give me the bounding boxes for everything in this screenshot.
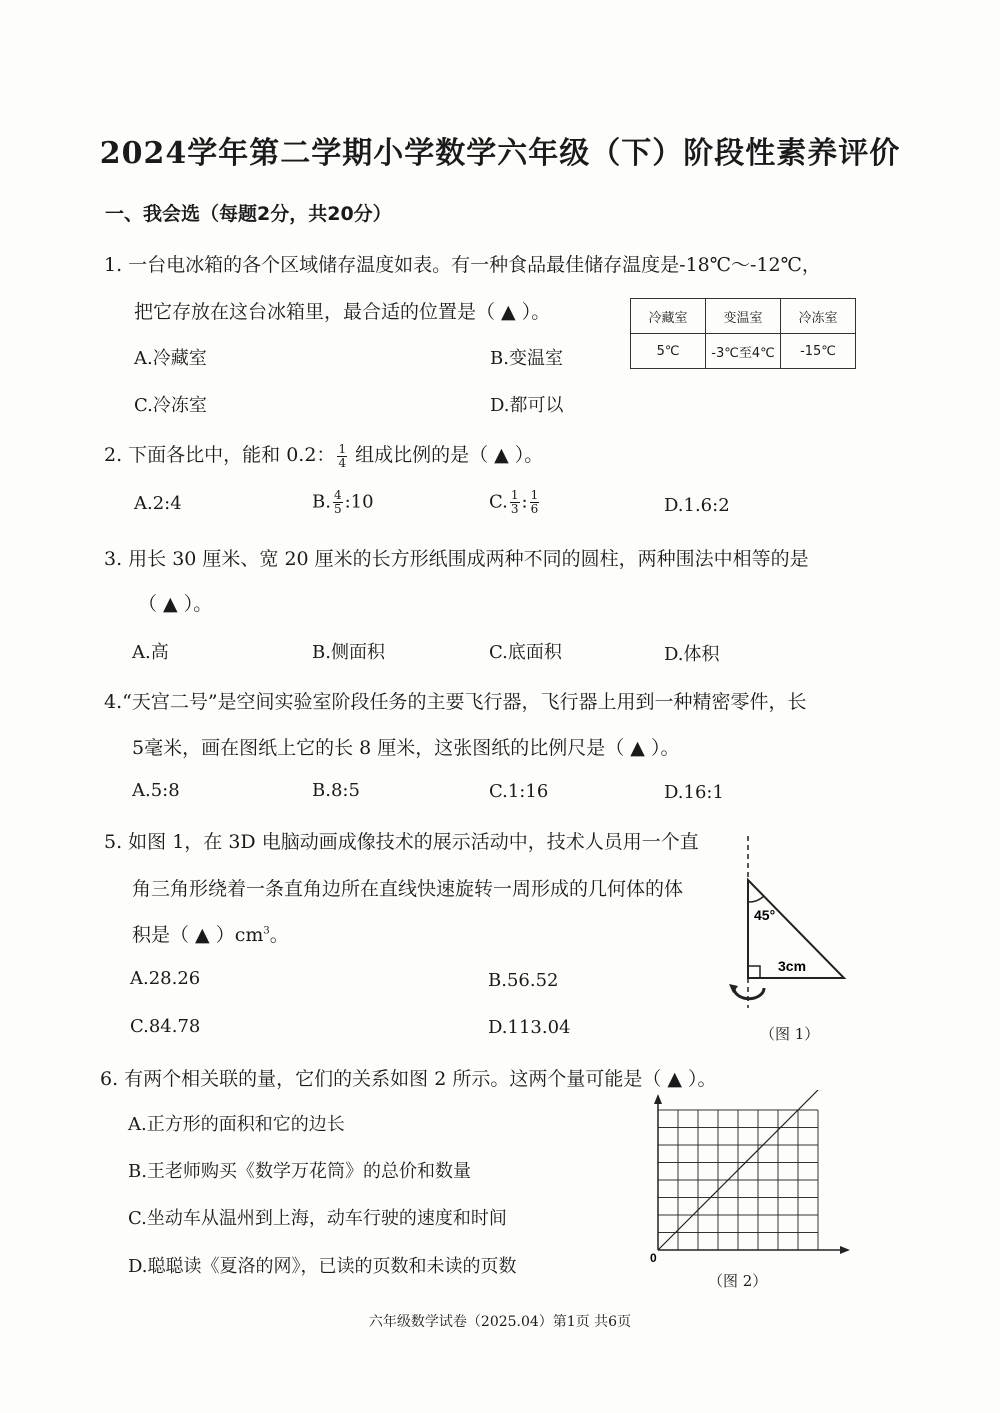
table-header: 变温室 [706,299,781,334]
q5-stem-end: 。 [269,924,289,946]
q6-option-b: B.王老师购买《数学万花筒》的总价和数量 [128,1161,471,1182]
q6-option-a: A.正方形的面积和它的边长 [128,1114,345,1135]
fraction-denominator: 4 [338,455,347,470]
fraction-numerator: 4 [333,488,342,502]
y-axis-arrow-icon [654,1094,662,1104]
table-cell: -15℃ [781,334,856,369]
q6-option-d: D.聪聪读《夏洛的网》，已读的页数和未读的页数 [128,1256,517,1277]
figure-1-caption: （图 1） [760,1025,820,1043]
q3-option-d: D.体积 [664,644,720,665]
figure-2-graph [640,1090,860,1270]
table-cell: 5℃ [631,334,706,369]
q2-option-b [312,489,374,516]
q3-option-a: A.高 [132,642,169,663]
q4-option-a: A.5:8 [132,780,180,801]
fraction-denominator: 5 [333,502,342,516]
q3-stem-line1: 3. 用长 30 厘米、宽 20 厘米的长方形纸围成两种不同的圆柱，两种围法中相等的是 [104,548,809,570]
right-angle-mark [748,966,760,978]
origin-label: 0 [650,1251,657,1265]
fraction-numerator: 1 [338,441,347,456]
q4-stem-line1: 4.“天宫二号”是空间实验室阶段任务的主要飞行器，飞行器上用到一种精密零件，长 [104,691,807,713]
q4-stem-line2: 5毫米，画在图纸上它的长 8 厘米，这张图纸的比例尺是（ ▲ ）。 [132,737,680,759]
q2-stem-a: 2. 下面各比中，能和 0.2： [104,444,336,466]
q2-option-a: A.2:4 [134,493,182,514]
q1-option-a: A.冷藏室 [134,348,207,369]
q5-stem-line2: 角三角形绕着一条直角边所在直线快速旋转一周形成的几何体的体 [132,878,684,900]
table-header: 冷藏室 [631,299,706,334]
q4-option-c: C.1:16 [489,781,549,802]
q3-option-c: C.底面积 [489,642,562,663]
fraction-denominator: 3 [510,502,519,516]
angle-arc [748,896,764,902]
arrowhead-icon [729,984,738,993]
option-text: :10 [344,491,374,513]
page-footer: 六年级数学试卷（2025.04）第1页 共6页 [368,1314,632,1330]
superscript: 3 [263,925,270,937]
fraction [337,443,347,470]
q5-stem-text: 积是（ ▲ ）cm [132,924,264,946]
q1-option-c: C.冷冻室 [134,395,207,416]
q2-option-c [489,489,541,516]
q3-stem-line2: （ ▲ ）。 [138,593,213,615]
section-heading: 一、我会选（每题2分，共20分） [105,203,392,225]
q5-stem-line1: 5. 如图 1，在 3D 电脑动画成像技术的展示活动中，技术人员用一个直 [104,831,699,853]
q6-stem: 6. 有两个相关联的量，它们的关系如图 2 所示。这两个量可能是（ ▲ ）。 [100,1068,717,1090]
q4-option-b: B.8:5 [312,780,360,801]
rotation-arrow-icon [734,988,764,999]
option-letter: C. [489,491,508,513]
q1-stem-line1: 1. 一台电冰箱的各个区域储存温度如表。有一种食品最佳储存温度是-18℃～-12℃， [104,254,821,276]
fraction [510,489,520,516]
q5-option-b: B.56.52 [488,970,559,991]
page-title: 2024学年第二学期小学数学六年级（下）阶段性素养评价 [99,136,901,171]
q4-option-d: D.16:1 [664,782,724,803]
x-axis-arrow-icon [840,1246,850,1254]
fraction-denominator: 6 [530,502,539,516]
q5-option-a: A.28.26 [130,968,201,989]
option-letter: B. [312,491,331,513]
q2-stem [104,440,543,470]
figure-1-triangle [720,830,860,1020]
graph-grid [658,1110,818,1250]
side-label: 3cm [778,958,807,974]
q1-option-d: D.都可以 [490,395,564,416]
q3-option-b: B.侧面积 [312,642,385,663]
q5-stem-line3 [132,920,289,947]
angle-label: 45° [754,907,776,923]
fraction [530,489,540,516]
table-header: 冷冻室 [781,299,856,334]
fraction-numerator: 1 [530,488,539,502]
q2-stem-b: 组成比例的是（ ▲ ）。 [349,444,544,466]
figure-2-caption: （图 2） [708,1272,768,1290]
q5-option-d: D.113.04 [488,1017,571,1038]
fraction-numerator: 1 [510,488,519,502]
table-cell: -3℃至4℃ [706,334,781,369]
q2-option-d: D.1.6:2 [664,495,730,516]
temperature-table [630,298,856,369]
q5-option-c: C.84.78 [130,1016,201,1037]
option-text: : [521,491,528,513]
q1-stem-line2: 把它存放在这台冰箱里，最合适的位置是（ ▲ ）。 [134,301,551,323]
q1-option-b: B.变温室 [490,348,563,369]
fraction [333,489,343,516]
q6-option-c: C.坐动车从温州到上海，动车行驶的速度和时间 [128,1208,507,1229]
